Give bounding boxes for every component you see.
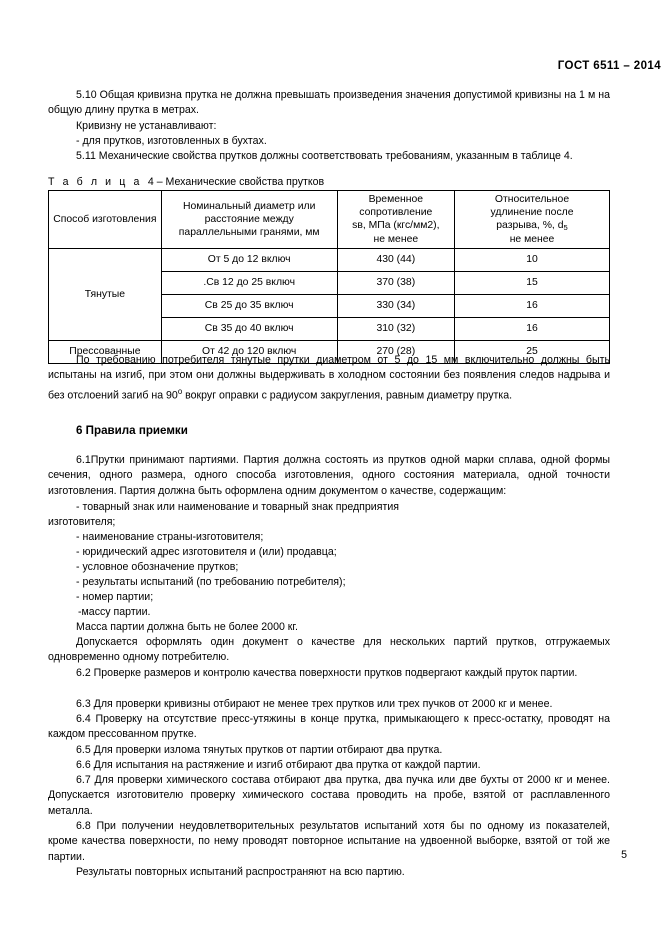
table-caption-title: – Механические свойства прутков <box>156 176 325 188</box>
clause-6-3: 6.3 Для проверки кривизны отбирают не менее трех прутков или трех пучков от 2000 кг и менее. <box>76 698 553 710</box>
page-number: 5 <box>621 849 627 861</box>
list-item: - номер партии; <box>76 591 154 603</box>
bend-requirement-paragraph <box>48 353 610 404</box>
clause-5-10-note: Кривизну не устанавливают: <box>76 120 217 132</box>
quality-document-paragraph: Допускается оформлять один документ о качестве для нескольких партий прутков, отгружаемых одновременно одному потребителю. <box>48 636 610 664</box>
cell-elongation: 10 <box>455 248 610 271</box>
cell-strength: 310 (32) <box>337 317 454 340</box>
header-elongation-line3: разрыва, %, d <box>496 220 564 232</box>
cell-diameter: Св 35 до 40 включ <box>161 317 337 340</box>
mechanical-properties-table <box>48 190 610 364</box>
header-elongation <box>455 191 610 249</box>
header-strength-line3: sв, МПа (кгс/мм2), <box>352 220 440 232</box>
cell-diameter: .Св 12 до 25 включ <box>161 271 337 294</box>
table-caption <box>48 176 324 188</box>
clause-5-10-bullet: - для прутков, изготовленных в бухтах. <box>76 135 267 147</box>
batch-mass-line: Масса партии должна быть не более 2000 кг. <box>76 621 298 633</box>
list-item: - товарный знак или наименование и товарный знак предприятия <box>76 501 399 513</box>
header-elongation-line1: Относительное <box>494 194 570 205</box>
table-caption-number: 4 <box>147 176 154 188</box>
bend-text-part-b: вокруг оправки с радиусом закругления, равным диаметру прутка. <box>182 389 513 402</box>
list-item-continuation: изготовителя; <box>48 516 116 528</box>
cell-elongation: 25 <box>455 340 610 363</box>
header-elongation-line4: не менее <box>509 233 555 245</box>
clause-6-7: 6.7 Для проверки химического состава отбирают два прутка, два пучка или две бухты от 2000 кг и менее. Допускается изготовителю проверку химического состава проводить на пробе, взятой от расплавленного металла. <box>48 774 610 817</box>
table-row <box>49 248 610 271</box>
degree-symbol: о <box>177 386 183 396</box>
cell-strength: 370 (38) <box>337 271 454 294</box>
header-diameter: Номинальный диаметр или расстояние между параллельными гранями, мм <box>161 191 337 249</box>
standard-header: ГОСТ 6511 – 2014 <box>557 60 661 72</box>
clause-6-6: 6.6 Для испытания на растяжение и изгиб отбирают два прутка от каждой партии. <box>76 759 481 771</box>
header-strength-line2: сопротивление <box>359 207 433 219</box>
cell-strength: 330 (34) <box>337 294 454 317</box>
clause-6-8: 6.8 При получении неудовлетворительных результатов испытаний хотя бы по одному из показателей, кроме качества поверхности, по нему проводят повторное испытание на удвоенной выборке, взятой от той же партии. <box>48 820 610 863</box>
clause-5-10: 5.10 Общая кривизна прутка не должна превышать произведения значения допустимой кривизны на 1 м на общую длину прутка в метрах. <box>48 89 610 117</box>
header-strength-line1: Временное <box>368 194 424 205</box>
header-strength-line4: не менее <box>373 233 419 245</box>
cell-elongation: 16 <box>455 294 610 317</box>
clause-6-5: 6.5 Для проверки излома тянутых прутков от партии отбирают два прутка. <box>76 744 443 756</box>
header-method: Способ изготовления <box>49 191 162 249</box>
cell-strength: 270 (28) <box>337 340 454 363</box>
table-head <box>49 191 610 249</box>
clause-6-4: 6.4 Проверку на отсутствие пресс-утяжины в конце прутка, примыкающего к пресс-остатку, проводят на каждом прессованном прутке. <box>48 713 610 741</box>
list-item: - условное обозначение прутков; <box>76 561 239 573</box>
list-item: - результаты испытаний (по требованию потребителя); <box>76 576 346 588</box>
cell-strength: 430 (44) <box>337 248 454 271</box>
cell-method: Прессованные <box>49 340 162 363</box>
list-item: -массу партии. <box>78 606 151 618</box>
cell-diameter: От 42 до 120 включ <box>161 340 337 363</box>
header-strength <box>337 191 454 249</box>
cell-diameter: От 5 до 12 включ <box>161 248 337 271</box>
table-body <box>49 248 610 363</box>
clause-6-1: 6.1Прутки принимают партиями. Партия должна состоять из прутков одной марки сплава, одной формы сечения, одного размера, одного способа изготовления, одного состояния материала, одной точности изготовления. Партия должна быть оформлена одним документом о качестве, содержащим: <box>48 454 610 497</box>
table-caption-label: Т а б л и ц а <box>48 176 142 188</box>
list-item: - юридический адрес изготовителя и (или) продавца; <box>76 546 337 558</box>
header-elongation-subscript: 5 <box>563 223 568 233</box>
clause-6-2: 6.2 Проверке размеров и контролю качества поверхности прутков подвергают каждый пруток партии. <box>76 667 578 679</box>
bend-text-part-a: По требованию потребителя тянутые прутки диаметром от 5 до 15 мм включительно должны быть испытаны на изгиб, при этом они должны выдерживать в холодном состоянии без появления следов надрыва и без отслоений загиб на 90 <box>48 354 610 402</box>
list-item: - наименование страны-изготовителя; <box>76 531 264 543</box>
section-6-heading: 6 Правила приемки <box>76 424 188 437</box>
cell-method: Тянутые <box>49 248 162 340</box>
cell-elongation: 16 <box>455 317 610 340</box>
header-elongation-line2: удлинение после <box>490 207 574 219</box>
cell-elongation: 15 <box>455 271 610 294</box>
clause-6-8-result: Результаты повторных испытаний распространяют на всю партию. <box>76 866 405 878</box>
cell-diameter: Св 25 до 35 включ <box>161 294 337 317</box>
table-header-row <box>49 191 610 249</box>
clause-5-11: 5.11 Механические свойства прутков должны соответствовать требованиям, указанным в таблице 4. <box>76 150 573 162</box>
